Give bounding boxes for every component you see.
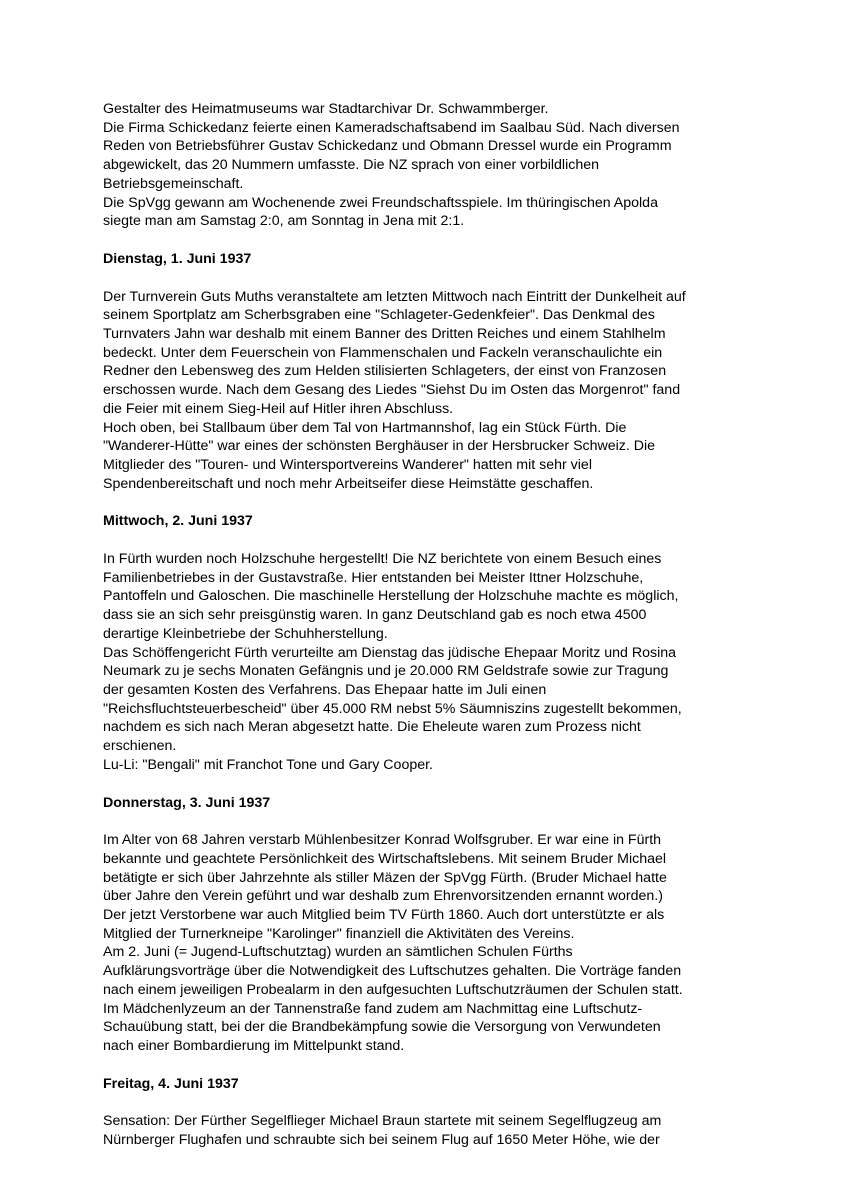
text-line: Im Mädchenlyzeum an der Tannenstraße fand zudem am Nachmittag eine Luftschutz- <box>103 1000 643 1017</box>
section-body-donnerstag <box>103 831 743 1055</box>
text-line: erschienen. <box>103 738 177 755</box>
text-line: Lu-Li: "Bengali" mit Franchot Tone und Gary Cooper. <box>103 756 433 773</box>
text-line: Betriebsgemeinschaft. <box>103 175 244 192</box>
text-line: Spendenbereitschaft und noch mehr Arbeitseifer diese Heimstätte geschaffen. <box>103 475 594 492</box>
text-line: Reden von Betriebsführer Gustav Schickedanz und Obmann Dressel wurde ein Programm <box>103 138 672 155</box>
page-content <box>103 100 743 1150</box>
text-line: betätigte er sich über Jahrzehnte als stiller Mäzen der SpVgg Fürth. (Bruder Michael hatte <box>103 869 667 886</box>
text-line: bedeckt. Unter dem Feuerschein von Flammenschalen und Fackeln veranschaulichte ein <box>103 344 663 361</box>
text-line: Aufklärungsvorträge über die Notwendigkeit des Luftschutzes gehalten. Die Vorträge fanden <box>103 963 682 980</box>
text-line: "Wanderer-Hütte" war eines der schönsten Berghäuser in der Hersbrucker Schweiz. Die <box>103 438 656 455</box>
text-line: seinem Sportplatz am Scherbsgraben eine "Schlageter-Gedenkfeier". Das Denkmal des <box>103 307 655 324</box>
section-body-mittwoch <box>103 550 743 774</box>
text-line: siegte man am Samstag 2:0, am Sonntag in Jena mit 2:1. <box>103 213 465 230</box>
text-line: Redner den Lebensweg des zum Helden stilisierten Schlageters, der einst von Franzosen <box>103 363 667 380</box>
text-line: Familienbetriebes in der Gustavstraße. Hier entstanden bei Meister Ittner Holzschuhe, <box>103 569 644 586</box>
text-line: Die SpVgg gewann am Wochenende zwei Freundschaftsspiele. Im thüringischen Apolda <box>103 194 658 211</box>
section-body-freitag <box>103 1112 743 1149</box>
text-line: nachdem es sich nach Meran abgesetzt hatte. Die Eheleute waren zum Prozess nicht <box>103 719 641 736</box>
section-heading-freitag: Freitag, 4. Juni 1937 <box>103 1075 239 1092</box>
text-line: erschossen wurde. Nach dem Gesang des Liedes "Siehst Du im Osten das Morgenrot" fand <box>103 382 681 399</box>
text-line: Der jetzt Verstorbene war auch Mitglied beim TV Fürth 1860. Auch dort unterstützte er als <box>103 907 665 924</box>
text-line: Am 2. Juni (= Jugend-Luftschutztag) wurden an sämtlichen Schulen Fürths <box>103 944 573 961</box>
text-line: der gesamten Kosten des Verfahrens. Das Ehepaar hatte im Juli einen <box>103 681 547 698</box>
text-line: Gestalter des Heimatmuseums war Stadtarchivar Dr. Schwammberger. <box>103 101 549 117</box>
text-line: nach einer Bombardierung im Mittelpunkt stand. <box>103 1037 405 1054</box>
text-line: derartige Kleinbetriebe der Schuhherstellung. <box>103 625 388 642</box>
text-line: Pantoffeln und Galoschen. Die maschinelle Herstellung der Holzschuhe machte es möglich, <box>103 588 679 605</box>
text-line: Schauübung statt, bei der die Brandbekämpfung sowie die Versorgung von Verwundeten <box>103 1019 661 1036</box>
text-line: "Reichsfluchtsteuerbescheid" über 45.000 RM nebst 5% Säumniszins zugestellt bekommen, <box>103 700 682 717</box>
text-line: Turnvaters Jahn war deshalb mit einem Banner des Dritten Reiches und einem Stahlhelm <box>103 326 666 343</box>
text-line: Die Firma Schickedanz feierte einen Kameradschaftsabend im Saalbau Süd. Nach diversen <box>103 119 680 136</box>
text-line: abgewickelt, das 20 Nummern umfasste. Die NZ sprach von einer vorbildlichen <box>103 157 599 174</box>
section-body-dienstag <box>103 288 743 494</box>
text-line: In Fürth wurden noch Holzschuhe hergestellt! Die NZ berichtete von einem Besuch eines <box>103 551 662 568</box>
text-line: die Feier mit einem Sieg-Heil auf Hitler ihren Abschluss. <box>103 400 454 417</box>
intro-paragraph <box>103 100 743 231</box>
text-line: Sensation: Der Fürther Segelflieger Michael Braun startete mit seinem Segelflugzeug am <box>103 1113 662 1130</box>
text-line: Mitglieder des "Touren- und Wintersportvereins Wanderer" hatten mit sehr viel <box>103 456 592 473</box>
text-line: dass sie an sich sehr preisgünstig waren. In ganz Deutschland gab es noch etwa 4500 <box>103 607 647 624</box>
text-line: Der Turnverein Guts Muths veranstaltete am letzten Mittwoch nach Eintritt der Dunkelheit auf <box>103 288 686 305</box>
section-heading-dienstag: Dienstag, 1. Juni 1937 <box>103 250 252 267</box>
text-line: Nürnberger Flughafen und schraubte sich bei seinem Flug auf 1650 Meter Höhe, wie der <box>103 1132 660 1149</box>
text-line: Neumark zu je sechs Monaten Gefängnis und je 20.000 RM Geldstrafe sowie zur Tragung <box>103 663 669 680</box>
text-line: Mitglied der Turnerkneipe "Karolinger" finanziell die Aktivitäten des Vereins. <box>103 925 575 942</box>
section-heading-mittwoch: Mittwoch, 2. Juni 1937 <box>103 513 253 530</box>
text-line: über Jahre den Verein geführt und war deshalb zum Ehrenvorsitzenden ernannt worden.) <box>103 888 663 905</box>
text-line: nach einem jeweiligen Probealarm in den aufgesuchten Luftschutzräumen der Schulen statt. <box>103 981 683 998</box>
text-line: Im Alter von 68 Jahren verstarb Mühlenbesitzer Konrad Wolfsgruber. Er war eine in Fürth <box>103 832 662 849</box>
section-heading-donnerstag: Donnerstag, 3. Juni 1937 <box>103 794 271 811</box>
text-line: bekannte und geachtete Persönlichkeit des Wirtschaftslebens. Mit seinem Bruder Michael <box>103 850 667 867</box>
text-line: Hoch oben, bei Stallbaum über dem Tal von Hartmannshof, lag ein Stück Fürth. Die <box>103 419 627 436</box>
text-line: Das Schöffengericht Fürth verurteilte am Dienstag das jüdische Ehepaar Moritz und Rosina <box>103 644 677 661</box>
